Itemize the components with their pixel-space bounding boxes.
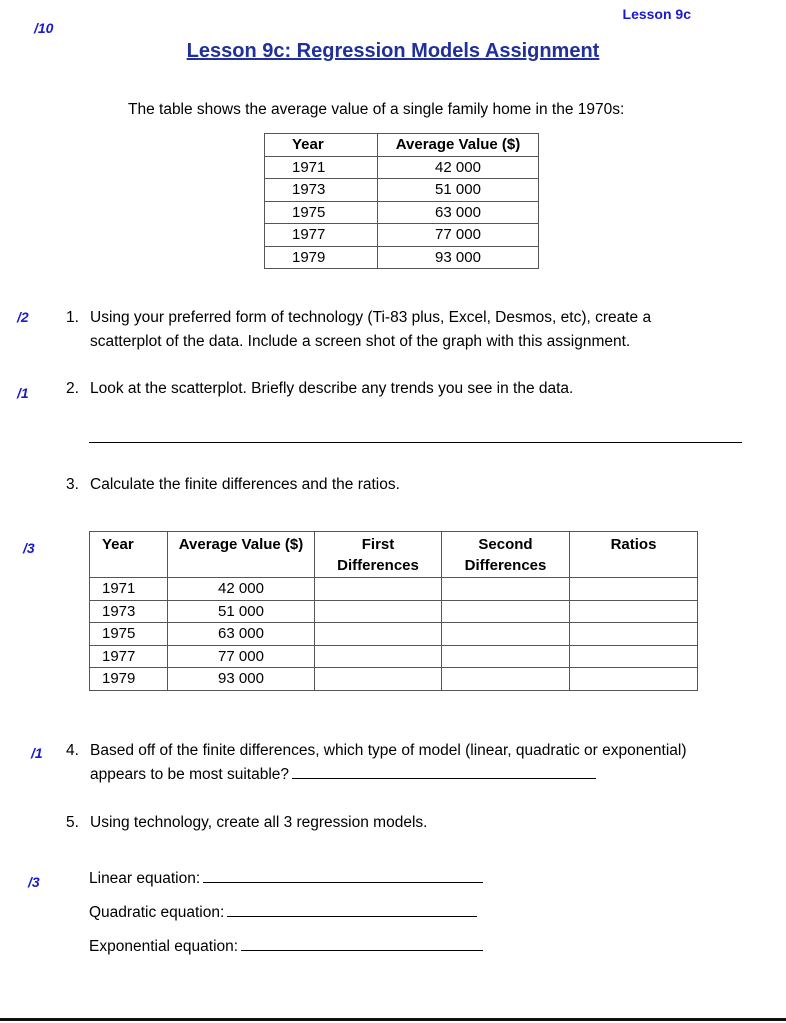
header-second-line1: Second (478, 536, 533, 553)
q4-line2-wrap (90, 763, 596, 787)
cell-first-difference[interactable] (315, 623, 442, 646)
cell-ratio[interactable] (570, 668, 698, 691)
cell-first-difference[interactable] (315, 578, 442, 601)
quadratic-equation-row (89, 904, 477, 922)
q3-score: /3 (23, 540, 35, 556)
cell-value: 63 000 (378, 201, 539, 224)
q1-line1: Using your preferred form of technology (Ti-83 plus, Excel, Desmos, etc), create a (90, 309, 652, 326)
header-second-line2: Differences (464, 557, 547, 574)
header-first-line2: Differences (337, 557, 419, 574)
exponential-equation-line[interactable] (241, 950, 483, 951)
q4-line1: Based off of the finite differences, which type of model (linear, quadratic or exponential) (90, 742, 687, 759)
question-4 (66, 739, 766, 789)
q2-score: /1 (17, 385, 29, 401)
header-first-line1: First (361, 536, 395, 553)
cell-value: 42 000 (378, 156, 539, 179)
cell-year: 1977 (265, 224, 378, 247)
q2-text: Look at the scatterplot. Briefly describe any trends you see in the data. (90, 380, 574, 397)
table-row (265, 156, 539, 179)
cell-first-difference[interactable] (315, 668, 442, 691)
q4-score: /1 (31, 745, 43, 761)
table-row (90, 623, 698, 646)
total-score: /10 (34, 20, 54, 36)
cell-second-difference[interactable] (442, 578, 570, 601)
header-year: Year (265, 134, 378, 157)
q5-text: Using technology, create all 3 regression models. (90, 814, 428, 831)
cell-first-difference[interactable] (315, 600, 442, 623)
data-table (264, 133, 539, 269)
cell-first-difference[interactable] (315, 645, 442, 668)
header-average-value: Average Value ($) (168, 532, 315, 578)
table-row (90, 668, 698, 691)
question-2 (66, 377, 756, 403)
table-row (90, 578, 698, 601)
q5-score: /3 (28, 874, 40, 890)
header-ratios: Ratios (570, 532, 698, 578)
table-header-row (265, 134, 539, 157)
table-row (265, 246, 539, 269)
cell-year: 1979 (90, 668, 168, 691)
cell-year: 1975 (90, 623, 168, 646)
cell-value: 93 000 (378, 246, 539, 269)
linear-equation-row (89, 870, 483, 888)
cell-ratio[interactable] (570, 645, 698, 668)
page-bottom-rule (0, 1018, 786, 1021)
header-year: Year (90, 532, 168, 578)
q2-number: 2. (66, 380, 79, 397)
page-title-text: Lesson 9c: Regression Models Assignment (186, 40, 600, 62)
q4-line2: appears to be most suitable? (90, 766, 290, 783)
cell-second-difference[interactable] (442, 668, 570, 691)
header-average-value: Average Value ($) (378, 134, 539, 157)
differences-table (89, 531, 698, 691)
cell-value: 51 000 (378, 179, 539, 202)
cell-value: 51 000 (168, 600, 315, 623)
table-row (265, 224, 539, 247)
lesson-label: Lesson 9c (622, 6, 691, 22)
cell-year: 1973 (265, 179, 378, 202)
cell-year: 1971 (90, 578, 168, 601)
header-first-differences (315, 532, 442, 578)
q3-text: Calculate the finite differences and the ratios. (90, 476, 400, 493)
intro-text: The table shows the average value of a single family home in the 1970s: (128, 101, 625, 118)
question-3 (66, 473, 756, 499)
cell-year: 1973 (90, 600, 168, 623)
cell-year: 1975 (265, 201, 378, 224)
question-1 (66, 306, 756, 356)
header-second-differences (442, 532, 570, 578)
cell-value: 77 000 (378, 224, 539, 247)
cell-second-difference[interactable] (442, 623, 570, 646)
table-row (265, 201, 539, 224)
quadratic-equation-line[interactable] (227, 916, 477, 917)
q4-answer-line[interactable] (292, 778, 596, 779)
exponential-equation-row (89, 938, 483, 956)
cell-second-difference[interactable] (442, 645, 570, 668)
table-header-row (90, 532, 698, 578)
q5-number: 5. (66, 814, 79, 831)
exponential-equation-label: Exponential equation: (89, 938, 239, 955)
cell-value: 93 000 (168, 668, 315, 691)
table-row (265, 179, 539, 202)
q4-number: 4. (66, 742, 79, 759)
cell-year: 1971 (265, 156, 378, 179)
cell-value: 42 000 (168, 578, 315, 601)
q2-answer-line[interactable] (89, 442, 742, 443)
table-row (90, 600, 698, 623)
cell-ratio[interactable] (570, 600, 698, 623)
cell-value: 77 000 (168, 645, 315, 668)
quadratic-equation-label: Quadratic equation: (89, 904, 225, 921)
q1-line2: scatterplot of the data. Include a screen shot of the graph with this assignment. (90, 333, 631, 350)
cell-year: 1977 (90, 645, 168, 668)
question-5 (66, 811, 756, 837)
page-title (0, 40, 786, 63)
linear-equation-line[interactable] (203, 882, 483, 883)
cell-ratio[interactable] (570, 578, 698, 601)
cell-year: 1979 (265, 246, 378, 269)
q3-number: 3. (66, 476, 79, 493)
cell-ratio[interactable] (570, 623, 698, 646)
q1-score: /2 (17, 309, 29, 325)
q1-number: 1. (66, 309, 79, 326)
cell-second-difference[interactable] (442, 600, 570, 623)
linear-equation-label: Linear equation: (89, 870, 201, 887)
cell-value: 63 000 (168, 623, 315, 646)
table-row (90, 645, 698, 668)
